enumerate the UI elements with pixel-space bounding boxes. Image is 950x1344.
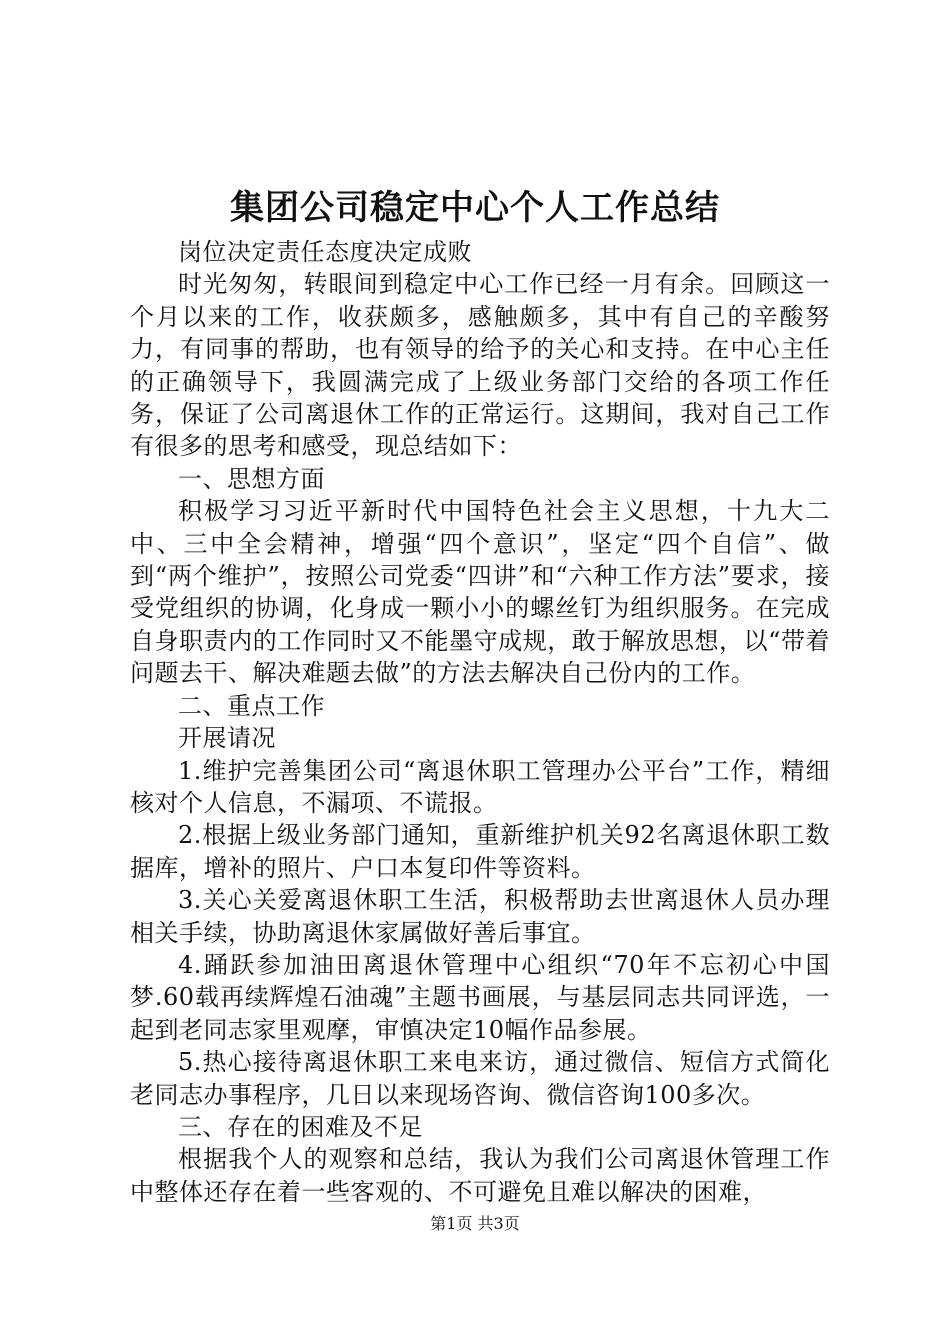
list-item-1: 1.维护完善集团公司“离退休职工管理办公平台”工作，精细核对个人信息，不漏项、不谎报。 [130,756,830,817]
paragraph-thought: 积极学习习近平新时代中国特色社会主义思想，十九大二中、三中全会精神，增强“四个意识”，坚定“四个自信”、做到“两个维护”，按照公司党委“四讲”和“六种工作方法”要求，接受党组织的协调，化身成一颗小小的螺丝钉为组织服务。在完成自身职责内的工作同时又不能墨守成规，敢于解放思想，以“带着问题去干、解决难题去做”的方法去解决自己份内的工作。 [130,497,830,688]
paragraph-motto: 岗位决定责任态度决定成败 [178,238,472,266]
document-title: 集团公司稳定中心个人工作总结 [230,188,720,228]
document-body [130,236,830,1208]
list-item-5: 5.热心接待离退休职工来电来访，通过微信、短信方式简化老同志办事程序，几日以来现场咨询、微信咨询100多次。 [130,1048,830,1109]
section-heading-key-work: 二、重点工作 [178,691,325,720]
list-item-4: 4.踊跃参加油田离退休管理中心组织“70年不忘初心中国梦.60载再续辉煌石油魂”主题书画展，与基层同志共同评选，一起到老同志家里观摩，审慎决定10幅作品参展。 [130,950,830,1044]
paragraph-intro: 时光匆匆，转眼间到稳定中心工作已经一月有余。回顾这一个月以来的工作，收获颇多，感触颇多，其中有自己的辛酸努力，有同事的帮助，也有领导的给予的关心和支持。在中心主任的正确领导下，我圆满完成了上级业务部门交给的各项工作任务，保证了公司离退休工作的正常运行。这期间，我对自己工作有很多的思考和感受，现总结如下： [130,270,830,461]
section-heading-thought: 一、思想方面 [178,464,325,493]
section-heading-difficulties: 三、存在的困难及不足 [178,1112,423,1141]
list-item-2: 2.根据上级业务部门通知，重新维护机关92名离退休职工数据库，增补的照片、户口本复印件等资料。 [130,821,830,882]
list-item-3: 3.关心关爱离退休职工生活，积极帮助去世离退休人员办理相关手续，协助离退休家属做好善后事宜。 [130,886,830,947]
page-footer: 第1页 共3页 [430,1214,520,1233]
paragraph-difficulties: 根据我个人的观察和总结，我认为我们公司离退休管理工作中整体还存在着一些客观的、不可避免且难以解决的困难， [130,1145,830,1206]
subheading-progress: 开展请况 [178,724,276,753]
